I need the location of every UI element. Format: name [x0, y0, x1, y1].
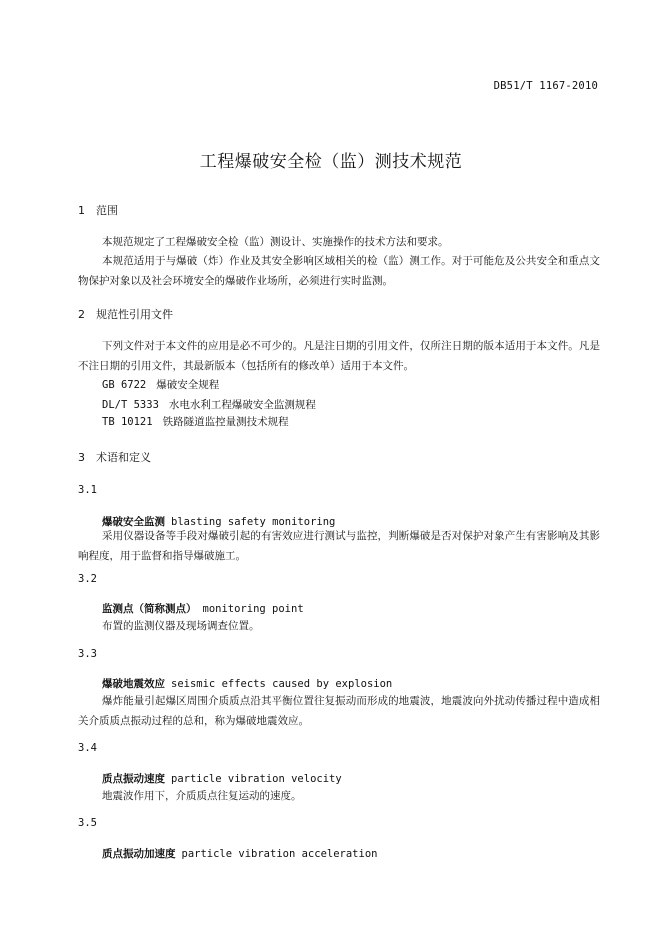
section-title: 规范性引用文件 — [96, 308, 173, 321]
section-heading-scope — [78, 202, 118, 218]
term-heading — [102, 676, 392, 691]
reference-item — [102, 414, 289, 429]
term-number: 3.5 — [78, 817, 97, 829]
reference-name: 铁路隧道监控量测技术规程 — [162, 416, 289, 428]
term-english: blasting safety monitoring — [171, 516, 336, 528]
term-english: particle vibration acceleration — [181, 848, 378, 860]
section-title: 术语和定义 — [96, 451, 151, 464]
reference-item — [102, 377, 219, 392]
term-number: 3.4 — [78, 742, 97, 754]
term-definition: 爆炸能量引起爆区周围介质质点沿其平衡位置往复振动而形成的地震波，地震波向外扰动传播过程中造成相关介质质点振动过程的总和，称为爆破地震效应。 — [78, 695, 600, 727]
term-chinese: 监测点（简称测点） — [102, 603, 197, 615]
term-definition: 地震波作用下，介质质点往复运动的速度。 — [102, 790, 302, 802]
term-number: 3.1 — [78, 484, 97, 496]
section-heading-normative-references — [78, 306, 173, 322]
term-chinese: 质点振动速度 — [102, 773, 165, 785]
paragraph: 本规范适用于与爆破（炸）作业及其安全影响区域相关的检（监）测工作。对于可能危及公共安全和重点文物保护对象以及社会环境安全的爆破作业场所，必须进行实时监测。 — [78, 255, 600, 287]
term-number: 3.2 — [78, 573, 97, 585]
document-code: DB51/T 1167-2010 — [493, 80, 598, 92]
term-heading — [102, 771, 342, 786]
section-number: 3 — [78, 451, 85, 464]
section-heading-terms-definitions — [78, 449, 151, 465]
reference-name: 水电水利工程爆破安全监测规程 — [168, 399, 316, 411]
section-number: 1 — [78, 204, 85, 217]
reference-name: 爆破安全规程 — [156, 379, 220, 391]
term-number: 3.3 — [78, 648, 97, 660]
page-title: 工程爆破安全检（监）测技术规范 — [199, 152, 463, 172]
term-heading — [102, 846, 377, 861]
reference-code: DL/T 5333 — [102, 399, 159, 411]
reference-code: GB 6722 — [102, 379, 147, 391]
term-english: seismic effects caused by explosion — [171, 678, 393, 690]
section-number: 2 — [78, 308, 85, 321]
term-chinese: 质点振动加速度 — [102, 848, 176, 860]
paragraph: 本规范规定了工程爆破安全检（监）测设计、实施操作的技术方法和要求。 — [102, 236, 449, 248]
reference-code: TB 10121 — [102, 416, 153, 428]
paragraph: 下列文件对于本文件的应用是必不可少的。凡是注日期的引用文件，仅所注日期的版本适用于本文件。凡是不注日期的引用文件，其最新版本（包括所有的修改单）适用于本文件。 — [78, 340, 600, 372]
term-definition: 采用仪器设备等手段对爆破引起的有害效应进行测试与监控，判断爆破是否对保护对象产生有害影响及其影响程度，用于监督和指导爆破施工。 — [78, 530, 600, 562]
term-definition: 布置的监测仪器及现场调查位置。 — [102, 620, 260, 632]
term-chinese: 爆破安全监测 — [102, 516, 165, 528]
reference-item — [102, 397, 316, 412]
term-english: particle vibration velocity — [171, 773, 342, 785]
section-title: 范围 — [96, 204, 118, 217]
term-chinese: 爆破地震效应 — [102, 678, 165, 690]
term-heading — [102, 601, 304, 616]
term-english: monitoring point — [202, 603, 304, 615]
